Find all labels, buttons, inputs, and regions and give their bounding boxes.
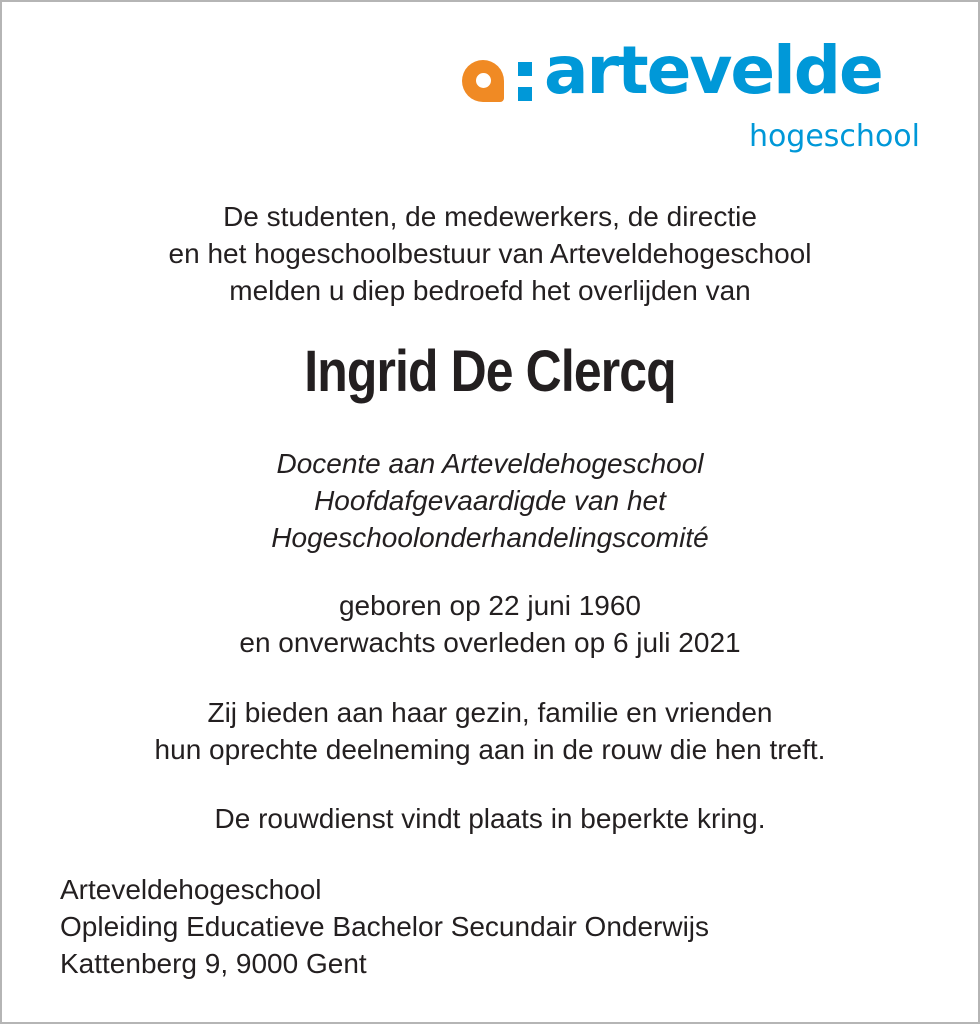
address-line: Kattenberg 9, 9000 Gent (60, 948, 367, 979)
logo-subtitle: hogeschool (748, 119, 920, 154)
death-date-line: en onverwachts overleden op 6 juli 2021 (239, 627, 741, 658)
sympathy-line: Zij bieden aan haar gezin, familie en vrienden (207, 697, 773, 728)
sympathy-text (0, 694, 980, 768)
logo-colon-dot-bottom (518, 87, 532, 101)
sympathy-line: hun oprechte deelneming aan in de rouw die hen treft. (154, 734, 826, 765)
logo-colon-dot-top (518, 62, 532, 76)
arteveldehogeschool-logo (462, 32, 922, 162)
role-line: Docente aan Arteveldehogeschool (276, 448, 704, 479)
address-line: Opleiding Educatieve Bachelor Secundair Onderwijs (60, 911, 710, 942)
address-line: Arteveldehogeschool (60, 874, 322, 905)
role-line: Hoofdafgevaardigde van het (314, 485, 666, 516)
intro-line: en het hogeschoolbestuur van Arteveldehogeschool (168, 238, 812, 269)
birth-date-line: geboren op 22 juni 1960 (338, 590, 642, 621)
dates-text (0, 587, 980, 661)
service-text (0, 800, 980, 837)
logo-a-icon (462, 60, 504, 102)
service-line: De rouwdienst vindt plaats in beperkte kring. (214, 803, 766, 834)
sender-address (60, 871, 709, 982)
logo-wordmark: artevelde (544, 32, 882, 109)
deceased-name: Ingrid De Clercq (304, 339, 676, 404)
intro-line: melden u diep bedroefd het overlijden van (229, 275, 751, 306)
intro-line: De studenten, de medewerkers, de directie (223, 201, 757, 232)
intro-text (0, 198, 980, 309)
role-line: Hogeschoolonderhandelingscomité (271, 522, 709, 553)
roles-text (0, 445, 980, 556)
